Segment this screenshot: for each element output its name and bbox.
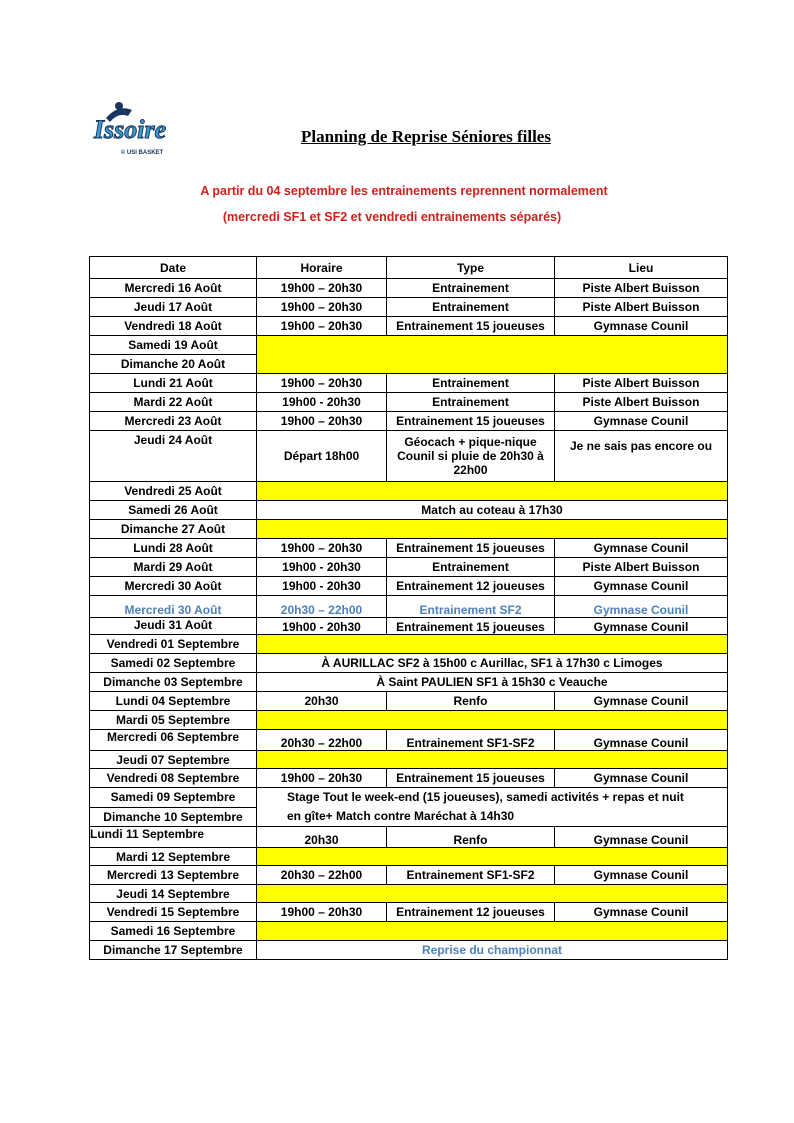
cell-date: Dimanche 17 Septembre	[90, 941, 257, 960]
table-row	[90, 412, 728, 431]
table-row	[90, 751, 728, 769]
cell-date: Dimanche 03 Septembre	[90, 673, 257, 692]
cell-note: Match au coteau à 17h30	[257, 501, 728, 520]
cell-free-highlight	[257, 520, 728, 539]
cell-place: Gymnase Counil	[555, 596, 728, 618]
cell-time: 20h30 – 22h00	[257, 866, 387, 885]
cell-type: Entrainement 15 joueuses	[387, 412, 555, 431]
cell-type: Entrainement	[387, 374, 555, 393]
cell-place: Gymnase Counil	[555, 903, 728, 922]
cell-date: Mercredi 13 Septembre	[90, 866, 257, 885]
cell-time: 19h00 – 20h30	[257, 903, 387, 922]
cell-place: Piste Albert Buisson	[555, 374, 728, 393]
table-row	[90, 827, 728, 848]
table-row	[90, 848, 728, 866]
column-header-date: Date	[90, 257, 257, 279]
cell-time: 19h00 – 20h30	[257, 412, 387, 431]
cell-time: 19h00 - 20h30	[257, 558, 387, 577]
cell-type: Entrainement SF1-SF2	[387, 866, 555, 885]
cell-date: Samedi 19 Août	[90, 336, 257, 355]
svg-text:Issoire: Issoire	[93, 115, 167, 144]
table-row	[90, 866, 728, 885]
table-row	[90, 711, 728, 730]
table-row-sf2	[90, 596, 728, 618]
table-row	[90, 431, 728, 482]
cell-date: Samedi 16 Septembre	[90, 922, 257, 941]
svg-text:© USI BASKET: © USI BASKET	[120, 150, 164, 156]
cell-date: Mercredi 06 Septembre	[90, 730, 257, 751]
cell-type: Entrainement SF1-SF2	[387, 730, 555, 751]
cell-date: Mardi 12 Septembre	[90, 848, 257, 866]
table-row	[90, 279, 728, 298]
table-row	[90, 374, 728, 393]
schedule-table	[89, 256, 728, 960]
cell-date: Mercredi 30 Août	[90, 577, 257, 596]
cell-type: Entrainement	[387, 393, 555, 412]
cell-place: Gymnase Counil	[555, 577, 728, 596]
table-row	[90, 635, 728, 654]
column-header-place: Lieu	[555, 257, 728, 279]
table-row	[90, 317, 728, 336]
cell-date: Mardi 22 Août	[90, 393, 257, 412]
cell-place: Piste Albert Buisson	[555, 279, 728, 298]
cell-date: Mardi 29 Août	[90, 558, 257, 577]
cell-type: Entrainement 12 joueuses	[387, 903, 555, 922]
cell-place: Gymnase Counil	[555, 866, 728, 885]
cell-free-highlight	[257, 711, 728, 730]
cell-type: Entrainement	[387, 279, 555, 298]
notice-line-2: (mercredi SF1 et SF2 et vendredi entrainements séparés)	[222, 210, 562, 224]
table-row	[90, 788, 728, 808]
cell-type: Entrainement SF2	[387, 596, 555, 618]
cell-type: Entrainement 15 joueuses	[387, 539, 555, 558]
cell-date: Dimanche 10 Septembre	[90, 807, 257, 827]
table-row	[90, 298, 728, 317]
cell-type: Entrainement 15 joueuses	[387, 769, 555, 788]
cell-date: Lundi 28 Août	[90, 539, 257, 558]
cell-time: 20h30 – 22h00	[257, 596, 387, 618]
cell-free-highlight	[257, 922, 728, 941]
cell-type: Entrainement 12 joueuses	[387, 577, 555, 596]
table-row	[90, 558, 728, 577]
cell-time: 19h00 – 20h30	[257, 374, 387, 393]
cell-free-highlight	[257, 635, 728, 654]
cell-free-highlight	[257, 848, 728, 866]
cell-date: Vendredi 25 Août	[90, 482, 257, 501]
cell-time: 19h00 - 20h30	[257, 618, 387, 635]
cell-date: Dimanche 20 Août	[90, 355, 257, 374]
cell-date: Mercredi 16 Août	[90, 279, 257, 298]
cell-place: Piste Albert Buisson	[555, 393, 728, 412]
cell-note: À Saint PAULIEN SF1 à 15h30 c Veauche	[257, 673, 728, 692]
cell-date: Jeudi 17 Août	[90, 298, 257, 317]
table-row	[90, 730, 728, 751]
cell-date: Vendredi 08 Septembre	[90, 769, 257, 788]
table-row	[90, 654, 728, 673]
cell-date: Vendredi 01 Septembre	[90, 635, 257, 654]
cell-type: Renfo	[387, 827, 555, 848]
cell-note: Reprise du championnat	[257, 941, 728, 960]
cell-place: Gymnase Counil	[555, 412, 728, 431]
table-row	[90, 577, 728, 596]
table-row	[90, 618, 728, 635]
cell-place: Gymnase Counil	[555, 618, 728, 635]
cell-time: Départ 18h00	[257, 431, 387, 482]
cell-type: Géocach + pique-nique Counil si pluie de 20h30 à 22h00	[387, 431, 555, 482]
table-row	[90, 336, 728, 355]
table-row	[90, 482, 728, 501]
table-row	[90, 673, 728, 692]
cell-time: 19h00 - 20h30	[257, 393, 387, 412]
notice-line-1: A partir du 04 septembre les entrainements reprennent normalement	[200, 184, 608, 198]
cell-date: Mercredi 23 Août	[90, 412, 257, 431]
table-row	[90, 539, 728, 558]
cell-place: Je ne sais pas encore ou	[555, 431, 728, 482]
cell-note: À AURILLAC SF2 à 15h00 c Aurillac, SF1 à 17h30 c Limoges	[257, 654, 728, 673]
cell-time: 20h30	[257, 827, 387, 848]
cell-note-stage: Stage Tout le week-end (15 joueuses), samedi activités + repas et nuit en gîte+ Match contre Maréchat à 14h30	[257, 788, 728, 827]
cell-date: Jeudi 31 Août	[90, 618, 257, 635]
column-header-type: Type	[387, 257, 555, 279]
cell-date: Lundi 04 Septembre	[90, 692, 257, 711]
cell-type: Entrainement 15 joueuses	[387, 317, 555, 336]
cell-type: Entrainement	[387, 298, 555, 317]
cell-time: 19h00 – 20h30	[257, 539, 387, 558]
table-header-row	[90, 257, 728, 279]
cell-date: Lundi 11 Septembre	[90, 827, 257, 848]
cell-date: Vendredi 15 Septembre	[90, 903, 257, 922]
cell-time: 20h30 – 22h00	[257, 730, 387, 751]
cell-time: 19h00 – 20h30	[257, 279, 387, 298]
cell-date: Vendredi 18 Août	[90, 317, 257, 336]
table-row	[90, 903, 728, 922]
table-row	[90, 692, 728, 711]
cell-time: 20h30	[257, 692, 387, 711]
cell-date: Dimanche 27 Août	[90, 520, 257, 539]
cell-free-highlight	[257, 482, 728, 501]
cell-date: Samedi 09 Septembre	[90, 788, 257, 808]
cell-place: Gymnase Counil	[555, 769, 728, 788]
cell-place: Gymnase Counil	[555, 730, 728, 751]
cell-date: Jeudi 07 Septembre	[90, 751, 257, 769]
cell-time: 19h00 – 20h30	[257, 317, 387, 336]
cell-place: Gymnase Counil	[555, 827, 728, 848]
cell-date: Jeudi 14 Septembre	[90, 885, 257, 903]
cell-place: Gymnase Counil	[555, 692, 728, 711]
cell-free-highlight	[257, 751, 728, 769]
cell-date: Samedi 02 Septembre	[90, 654, 257, 673]
cell-free-highlight	[257, 885, 728, 903]
cell-date: Lundi 21 Août	[90, 374, 257, 393]
cell-place: Piste Albert Buisson	[555, 298, 728, 317]
cell-date: Mardi 05 Septembre	[90, 711, 257, 730]
cell-type: Entrainement 15 joueuses	[387, 618, 555, 635]
cell-date: Jeudi 24 Août	[90, 431, 257, 482]
page-title: Planning de Reprise Séniores filles	[301, 127, 551, 146]
cell-place: Gymnase Counil	[555, 317, 728, 336]
cell-time: 19h00 - 20h30	[257, 577, 387, 596]
cell-free-highlight	[257, 336, 728, 374]
table-row	[90, 393, 728, 412]
cell-date: Samedi 26 Août	[90, 501, 257, 520]
cell-date: Mercredi 30 Août	[90, 596, 257, 618]
table-row	[90, 941, 728, 960]
table-row	[90, 769, 728, 788]
table-row	[90, 520, 728, 539]
table-row	[90, 885, 728, 903]
table-row	[90, 922, 728, 941]
column-header-time: Horaire	[257, 257, 387, 279]
cell-type: Entrainement	[387, 558, 555, 577]
table-row	[90, 501, 728, 520]
cell-type: Renfo	[387, 692, 555, 711]
cell-place: Gymnase Counil	[555, 539, 728, 558]
cell-time: 19h00 – 20h30	[257, 769, 387, 788]
cell-time: 19h00 – 20h30	[257, 298, 387, 317]
cell-place: Piste Albert Buisson	[555, 558, 728, 577]
